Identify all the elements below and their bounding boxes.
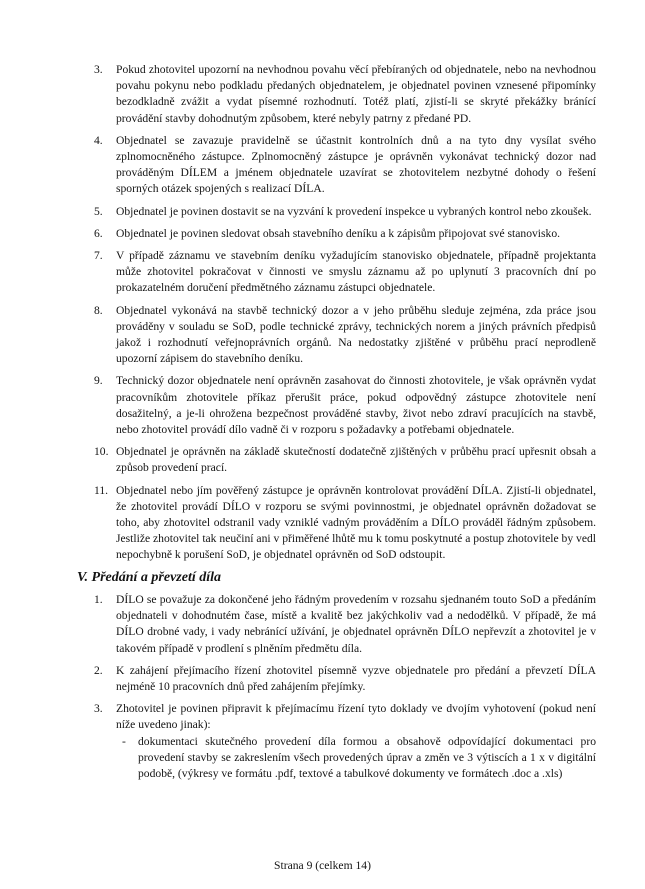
item-text: Technický dozor objednatele není oprávněn zasahovat do činnosti zhotovitele, je však oprávněn vydat pracovníkům zhotovitele příkaz přerušit práce, pokud odpovědný zástupce zhotovitele není dosažitelný, a je-li ohrožena bezpečnost prováděné stavby, život nebo zdraví pracujících na stavbě, nebo zhotovitel provádí dílo vadně či v rozporu s požadavky a potřebami objednatele.: [116, 374, 596, 437]
item-number: 5.: [94, 204, 103, 218]
item-text: DÍLO se považuje za dokončené jeho řádným provedením v rozsahu sjednaném touto SoD a předáním objednateli v dohodnutém čase, místě a kvalitě bez jakýchkoliv vad a nedodělků. V případě, že má DÍLO drobné vady, i vady nebránící užívání, je objednatel oprávněn DÍLO nepřevzít a zhotovitel je v takovém případě v prodlení s plněním předmětu díla.: [116, 592, 596, 655]
list-item: [94, 248, 596, 297]
item-text: Objednatel vykonává na stavbě technický dozor a v jeho průběhu sleduje zejména, zda práce jsou prováděny v souladu se SoD, podle technické zprávy, technických norem a jiných právních předpisů jakož i rozhodnutí veřejnoprávních orgánů. Na nedostatky zjištěné v průběhu prací neprodleně upozorní zápisem do stavebního deníku.: [116, 303, 596, 366]
item-number: 10.: [94, 445, 109, 459]
list-item: [94, 204, 596, 220]
list-item: [94, 62, 596, 127]
item-number: 11.: [94, 483, 109, 497]
list-item: [94, 444, 596, 476]
list-item: [94, 226, 596, 242]
item-text: Zhotovitel je povinen připravit k přejímacímu řízení tyto doklady ve dvojím vyhotovení (pokud není níže uvedeno jinak):: [116, 702, 596, 732]
item-number: 8.: [94, 303, 103, 317]
sublist-text: dokumentaci skutečného provedení díla formou a obsahově odpovídající dokumentaci pro provedení stavby se zakreslením všech provedených úprav a změn ve 3 výtiscích a 1 x v digitální podobě, (výkresy ve formátu .pdf, textové a tabulkové dokumenty ve formátech .doc a .xls): [138, 734, 596, 780]
item-text: Objednatel je povinen sledovat obsah stavebního deníku a k zápisům připojovat své stanovisko.: [116, 226, 561, 240]
list-item: [94, 483, 596, 564]
handover-list: [94, 592, 596, 782]
list-item: [94, 303, 596, 368]
item-number: 3.: [94, 702, 103, 716]
obligations-list: [94, 62, 596, 564]
list-item: [94, 133, 596, 198]
list-item: [94, 663, 596, 695]
item-number: 4.: [94, 133, 103, 147]
item-text: Objednatel je povinen dostavit se na vyzvání k provedení inspekce u vybraných kontrol nebo zkoušek.: [116, 204, 592, 218]
item-text: Objednatel se zavazuje pravidelně se účastnit kontrolních dnů a na tyto dny vysílat svého zplnomocněného zástupce. Zplnomocněný zástupce je oprávněn vykonávat technický dozor nad prováděným DÍLEM a jménem objednatele uzavírat se zhotovitelem nezbytné dohody o řešení sporných otázek spojených s realizací DÍLA.: [116, 133, 596, 196]
page-footer: Strana 9 (celkem 14): [274, 859, 371, 872]
page-content: [77, 62, 596, 788]
item-number: 9.: [94, 374, 103, 388]
list-item: [94, 592, 596, 657]
item-text: Objednatel je oprávněn na základě skutečností dodatečně zjištěných v průběhu prací upřesnit obsah a způsob provedení prací.: [116, 445, 596, 475]
item-text: V případě záznamu ve stavebním deníku vyžadujícím stanovisko objednatele, případně projektanta může zhotovitel pokračovat v činnosti ve smyslu záznamu až po uplynutí 3 pracovních dní po prokazatelném doručení předmětného záznamu zástupci objednatele.: [116, 249, 596, 295]
item-number: 2.: [94, 663, 103, 677]
item-number: 6.: [94, 226, 103, 240]
document-sublist: [116, 734, 596, 783]
item-number: 7.: [94, 249, 103, 263]
item-text: Pokud zhotovitel upozorní na nevhodnou povahu věcí přebíraných od objednatele, nebo na nevhodnou povahu pokynu nebo podkladu předaných objednatelem, je objednatel povinen vznesené připomínky bezodkladně zvážit a vydat písemné rozhodnutí. Totéž platí, zjistí-li se skryté překážky bránící provádění stavby dohodnutým způsobem, které nebyly patrny z předané PD.: [116, 63, 596, 125]
section-heading: V. Předání a převzetí díla: [77, 569, 222, 585]
list-item: [94, 701, 596, 782]
item-number: 3.: [94, 63, 103, 76]
dash-bullet: -: [122, 734, 126, 748]
item-text: K zahájení přejímacího řízení zhotovitel písemně vyzve objednatele pro předání a převzetí DÍLA nejméně 10 pracovních dnů před zahájením přejímky.: [116, 663, 596, 693]
sublist-item: [116, 734, 596, 783]
list-item: [94, 373, 596, 438]
item-number: 1.: [94, 592, 103, 606]
item-text: Objednatel nebo jím pověřený zástupce je oprávněn kontrolovat provádění DÍLA. Zjistí-li objednatel, že zhotovitel provádí DÍLO v rozporu se svými povinnostmi, je objednatel oprávněn dožadovat se toho, aby zhotovitel odstranil vady vzniklé vadným prováděním a DÍLO prováděl řádným způsobem. Jestliže zhotovitel tak neučiní ani v přiměřené lhůtě mu k tomu poskytnuté a postup zhotovitele by vedl nepochybně k porušení SoD, je objednatel oprávněn od SoD odstoupit.: [116, 483, 596, 562]
